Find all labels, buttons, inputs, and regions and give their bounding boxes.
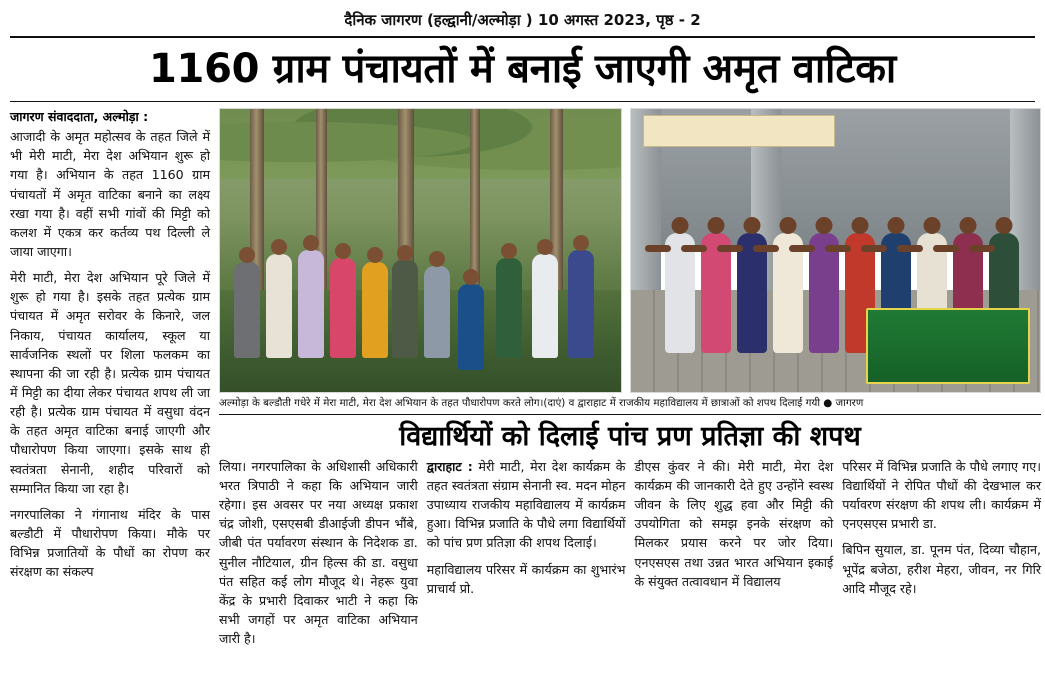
left-paragraph-1: आजादी के अमृत महोत्सव के तहत जिले में भी मेरी माटी, मेरा देश अभियान शुरू हो गया है। अभियान के तहत 1160 ग्राम पंचायतों में अमृत वाटिका बनाने का लक्ष्य रखा गया है। वहीं सभी गांवों की मिट्टी को कलश में एकत्र कर कर्तव्य पथ दिल्ली ले जाया जाएगा। (10, 129, 210, 260)
person-figure (458, 284, 484, 370)
person-figure (330, 258, 356, 358)
person-figure (424, 266, 450, 358)
dateline-dwarahat: द्वाराहाट : (426, 458, 473, 474)
lower-paragraph-1: लिया। नगरपालिका के अधिशासी अधिकारी भरत त्रिपाठी ने कहा कि अभियान जारी रहेगा। इस अवसर पर नया अध्यक्ष प्रकाश चंद्र जोशी, एसएसबी डीआईजी डीपन भौंबे, जीबी पंत पर्यावरण संस्थान के निदेशक डा. सुनील नौटियाल, ग्रीन हिल्स की डा. वसुधा पंत सहित कई लोग मौजूद थे। नेहरू युवा केंद्र के प्रभारी दिवाकर भाटी ने कहा कि सभी जगहों पर अमृत वाटिका अभियान जारी है। (219, 458, 418, 647)
photo-plantation-almora (219, 108, 622, 393)
plantation-scene (220, 109, 621, 392)
person-figure (266, 254, 292, 358)
left-paragraph-3: नगरपालिका ने गंगानाथ मंदिर के पास बल्डौटी में पौधारोपण किया। मौके पर विभिन्न प्रजातियों के पौधों का रोपण कर संरक्षण का संकल्प (10, 506, 210, 580)
lower-paragraph-3: डीएस कुंवर ने की। मेरी माटी, मेरा देश कार्यक्रम की जानकारी देते हुए उन्होंने स्वस्थ जीवन के लिए शुद्ध हवा और मिट्टी की उपयोगिता को समझ इनके संरक्षण को मिलकर प्रयास करने पर जोर दिया। एनएसएस तथा उन्नत भारत अभियान इकाई के संयुक्त तत्वावधान में विद्यालय (634, 458, 834, 589)
lower-paragraph-2b: महाविद्यालय परिसर में कार्यक्रम का शुभारंभ प्राचार्य प्रो. (426, 561, 626, 596)
article-top-section (10, 108, 1041, 655)
green-banner (866, 308, 1030, 384)
green-banner-text (868, 310, 1028, 332)
person-figure (532, 254, 558, 358)
lower-paragraph-2 (427, 457, 626, 553)
lower-column-4 (842, 457, 1041, 655)
photo-caption: अल्मोड़ा के बल्डौती गधेरे में मेरा माटी, मेरा देश अभियान के तहत पौधारोपण करते लोग।(दाएं) व द्वाराहाट में राजकीय महाविद्यालय में छात्राओं को शपथ दिलाई गयी ● जागरण (219, 393, 1041, 414)
left-paragraph-2: मेरी माटी, मेरा देश अभियान पूरे जिले में शुरू हो गया है। इसके तहत प्रत्येक ग्राम पंचायत में अमृत सरोवर के किनारे, जल निकाय, पंचायत कार्यालय, स्कूल या सार्वजनिक स्थलों पर शिला फलकम का स्थापना की जा रही है। प्रत्येक ग्राम पंचायत में मिट्टी का दीया लेकर पंचायत शपथ ली जा रही है। प्रत्येक ग्राम पंचायत में वसुधा वंदन के तहत अमृत वाटिका बनाई जाएगी और पौधारोपण किया जाएगा। इसके साथ ही स्वतंत्रता सेनानी, शहीद परिवारों को सम्मानित किया जा रहा है। (10, 270, 210, 496)
lower-column-2 (427, 457, 626, 655)
lower-paragraph-2-text: मेरी माटी, मेरा देश कार्यक्रम के तहत स्वतंत्रता संग्राम सेनानी स्व. मदन मोहन उपाध्याय राजकीय महाविद्यालय में कार्यक्रम हुआ। विभिन्न प्रजाति के पौधे लगा विद्यार्थियों को पांच प्रण प्रतिज्ञा की शपथ दिलाई। (426, 458, 626, 551)
person-figure (392, 260, 418, 358)
person-figure (496, 258, 522, 358)
byline: जागरण संवाददाता, अल्मोड़ा : (10, 109, 149, 125)
lower-column-3 (635, 457, 834, 655)
sub-headline: विद्यार्थियों को दिलाई पांच प्रण प्रतिज्ञा की शपथ (399, 420, 861, 452)
lower-column-1 (219, 457, 418, 655)
lower-text-section (219, 457, 1041, 655)
photo-oath-dwarahat (630, 108, 1041, 393)
left-text-column (10, 108, 210, 588)
person-figure (568, 250, 594, 358)
page-headline: 1160 ग्राम पंचायतों में बनाई जाएगी अमृत वाटिका (149, 46, 896, 92)
right-media-column (219, 108, 1041, 655)
person-figure (234, 262, 260, 358)
masthead-divider (10, 36, 1035, 38)
lower-paragraph-4: परिसर में विभिन्न प्रजाति के पौधे लगाए गए। विद्यार्थियों ने रोपित पौधों की देखभाल कर पर्यावरण संरक्षण की शपथ ली। कार्यक्रम में एनएसएस प्रभारी डा. (842, 458, 1041, 532)
event-banner (643, 115, 835, 147)
person-figure (362, 262, 388, 358)
person-figure (298, 250, 324, 358)
photo-row (219, 108, 1041, 393)
headline-divider (10, 101, 1035, 102)
masthead-line: दैनिक जागरण (हल्द्वानी/अल्मोड़ा ) 10 अगस्त 2023, पृष्ठ - 2 (344, 11, 701, 29)
lower-paragraph-4b: बिपिन सुयाल, डा. पूनम पंत, दिव्या चौहान, भूपेंद्र बजेठा, हरीश मेहरा, जीवन, नर गिरि आदि मौजूद रहे। (842, 542, 1041, 596)
oath-ceremony-scene (631, 109, 1040, 392)
